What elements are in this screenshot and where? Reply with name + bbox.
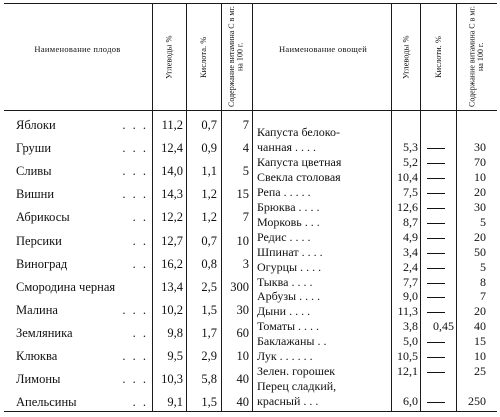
vegetable-vitc: 70 [474, 154, 486, 169]
fruit-carbs: 12,7 [161, 233, 183, 248]
vegetable-acid-dash [427, 253, 445, 254]
vegetable-name: Редис . . . . [257, 229, 311, 244]
fruit-leader-dots: . . . [122, 302, 148, 317]
fruit-vitc: 7 [242, 210, 249, 225]
vegetable-carbs: 7,5 [403, 184, 418, 199]
vegetable-vitc: 7 [480, 289, 486, 304]
vegetable-name: Арбузы . . . . [257, 289, 321, 304]
fruit-acid: 5,8 [201, 372, 217, 387]
fruit-acid: 0,8 [201, 256, 217, 271]
vegetable-vitc: 40 [474, 319, 486, 334]
fruit-carbs: 10,2 [161, 302, 183, 317]
vegetable-name: Брюква . . . . [257, 199, 320, 214]
fruit-leader-dots: . . [132, 233, 148, 248]
vegetable-vitc: 30 [474, 199, 486, 214]
vegetable-carbs: 12,6 [397, 199, 418, 214]
vegetable-acid-dash [427, 178, 445, 179]
fruit-vitc: 10 [236, 233, 249, 248]
fruit-vitc: 4 [242, 141, 249, 156]
fruit-leader-dots: . . . [122, 118, 148, 132]
vegetable-name: Капуста белоко- [257, 125, 340, 139]
fruit-vitc-header: Содержание витамина С в мг. на 100 г. [227, 6, 245, 108]
vegetable-name: Шпинат . . . . [257, 244, 323, 259]
fruit-leader-dots: . . [132, 256, 148, 271]
fruit-vitc: 15 [236, 187, 249, 202]
fruit-name: Вишни [16, 187, 55, 202]
vegetable-carbs: 10,5 [397, 349, 418, 364]
vegetable-carbs: 12,1 [397, 364, 418, 379]
vegetable-vitc: 250 [468, 394, 486, 409]
vegetable-carbs: 8,7 [403, 214, 418, 229]
vegetable-name: Лук . . . . . . [257, 349, 313, 364]
fruit-acid: 0,7 [201, 233, 217, 248]
fruit-name: Виноград [16, 256, 68, 271]
fruit-name: Яблоки [16, 118, 56, 132]
vegetable-vitc: 5 [480, 259, 486, 274]
fruit-leader-dots: . . . [122, 372, 148, 387]
vegetable-carbs: 11,3 [397, 304, 418, 319]
vegetable-vitc: 30 [474, 139, 486, 154]
header-rule [4, 110, 497, 111]
vegetable-carbs: 5,0 [403, 334, 418, 349]
vegetable-carbs: 10,4 [397, 169, 418, 184]
vegetable-carbs: 3,4 [403, 244, 418, 259]
vegetable-vitc: 25 [474, 364, 486, 379]
fruit-carbs: 12,2 [161, 210, 183, 225]
col-divider [420, 3, 421, 411]
fruit-name: Смородина черная [16, 279, 116, 294]
vegetable-name: Перец сладкий, [257, 379, 337, 394]
fruit-carbs: 11,2 [161, 118, 183, 132]
vegetable-acid-dash [427, 223, 445, 224]
fruit-vitc: 5 [242, 164, 249, 179]
fruit-leader-dots: . . . [122, 349, 148, 363]
fruit-carbs-header: Углеводы % [163, 35, 174, 79]
fruit-carbs: 9,8 [167, 325, 183, 340]
fruit-leader-dots: . . . [122, 187, 148, 202]
fruit-vitc: 40 [236, 395, 249, 410]
fruit-carbs: 9,5 [167, 349, 183, 363]
vegetable-name: Дыни . . . . [257, 304, 311, 319]
vegetable-name: Тыква . . . . [257, 274, 313, 289]
vegetable-carbs: 2,4 [403, 259, 418, 274]
fruit-carbs: 14,3 [161, 187, 183, 202]
vegetable-vitc: 20 [474, 229, 486, 244]
fruit-name: Клюква [16, 349, 58, 363]
fruit-acid: 1,2 [201, 187, 217, 202]
fruit-carbs: 9,1 [167, 395, 183, 410]
vegetable-name: Капуста цветная [257, 154, 342, 169]
vegetable-name: чанная . . . . [257, 139, 317, 154]
fruit-vitc: 10 [236, 349, 249, 363]
fruit-acid-header: Кислота. % [198, 36, 208, 78]
fruit-vitc: 30 [236, 302, 249, 317]
fruit-acid: 1,5 [201, 302, 217, 317]
bottom-rule [4, 411, 497, 412]
vegetable-carbs: 5,3 [403, 139, 418, 154]
vegetable-name: Огурцы . . . . [257, 259, 322, 274]
vegetable-acid-dash [427, 283, 445, 284]
fruit-leader-dots: . . . [122, 164, 148, 179]
fruit-name: Лимоны [16, 372, 61, 387]
vegetable-name: красный . . . [257, 394, 319, 409]
vegetable-vitc: 10 [474, 349, 486, 364]
fruit-acid: 2,5 [201, 279, 217, 294]
vegetable-acid-dash [427, 372, 445, 373]
fruit-carbs: 16,2 [161, 256, 183, 271]
vegetable-vitc: 20 [474, 184, 486, 199]
vegetable-carbs: 4,9 [403, 229, 418, 244]
fruit-name: Земляника [16, 325, 73, 340]
fruit-vitc: 7 [242, 118, 249, 132]
vegetable-acid-dash [427, 268, 445, 269]
vegetable-vitc: 50 [474, 244, 486, 259]
fruit-name-header: Наименование плодов [34, 44, 121, 54]
vegetable-vitc: 15 [474, 334, 486, 349]
vegetable-acid-dash [427, 208, 445, 209]
vegetable-carbs: 7,7 [403, 274, 418, 289]
vegetable-vitc: 10 [474, 169, 486, 184]
col-divider-main [252, 3, 253, 411]
vegetable-name: Баклажаны . . [257, 334, 327, 349]
vegetable-name: Томаты . . . . [257, 319, 320, 334]
veg-carbs-header: Углеводы % [400, 35, 411, 79]
fruit-vitc: 40 [236, 372, 249, 387]
fruit-acid: 1,1 [201, 164, 217, 179]
vegetable-name: Морковь . . . [257, 214, 320, 229]
fruit-acid: 1,7 [201, 325, 217, 340]
fruit-name: Малина [16, 302, 58, 317]
fruit-acid: 0,9 [201, 141, 217, 156]
fruit-vitc: 3 [242, 256, 249, 271]
fruit-name: Груши [16, 141, 52, 156]
fruit-leader-dots: . . [132, 325, 148, 340]
fruit-carbs: 14,0 [161, 164, 183, 179]
veg-acid-header: Кислоти. % [433, 36, 443, 78]
fruit-vitc: 300 [230, 279, 249, 294]
vegetable-acid-dash [427, 163, 445, 164]
vegetable-acid-dash [427, 238, 445, 239]
fruit-leader-dots: . . [132, 210, 148, 225]
fruit-carbs: 12,4 [161, 141, 183, 156]
vegetable-acid-dash [427, 357, 445, 358]
fruit-vitc: 60 [236, 325, 249, 340]
fruit-leader-dots: . . [132, 395, 148, 410]
vegetable-name: Репа . . . . . [257, 184, 311, 199]
vegetable-carbs: 5,2 [403, 154, 418, 169]
vegetable-name: Свекла столовая [257, 169, 341, 184]
vegetable-acid-dash [427, 297, 445, 298]
vegetable-acid-dash [427, 312, 445, 313]
fruit-name: Сливы [16, 164, 52, 179]
fruit-name: Абрикосы [16, 210, 70, 225]
fruit-acid: 0,7 [201, 118, 217, 132]
vegetable-acid: 0,45 [433, 319, 454, 334]
vegetable-carbs: 6,0 [403, 394, 418, 409]
fruit-carbs: 13,4 [161, 279, 183, 294]
fruit-acid: 1,2 [201, 210, 217, 225]
fruit-name: Апельсины [16, 395, 77, 410]
fruit-acid: 1,5 [201, 395, 217, 410]
vegetable-acid-dash [427, 402, 445, 403]
top-rule [4, 3, 497, 4]
fruit-name: Персики [16, 233, 62, 248]
vegetable-vitc: 20 [474, 304, 486, 319]
vegetable-carbs: 9,0 [403, 289, 418, 304]
veg-vitc-header: Содержание витамина С в мг. на 100 г. [467, 6, 485, 108]
vegetable-carbs: 3,8 [403, 319, 418, 334]
vegetable-acid-dash [427, 342, 445, 343]
vegetable-acid-dash [427, 193, 445, 194]
fruit-acid: 2,9 [201, 349, 217, 363]
vegetable-acid-dash [427, 148, 445, 149]
vegetable-name: Зелен. горошек [257, 364, 336, 379]
vegetable-vitc: 5 [480, 214, 486, 229]
fruit-carbs: 10,3 [161, 372, 183, 387]
vegetable-vitc: 8 [480, 274, 486, 289]
veg-name-header: Наименование овощей [278, 44, 368, 54]
fruit-leader-dots: . . . [122, 141, 148, 156]
